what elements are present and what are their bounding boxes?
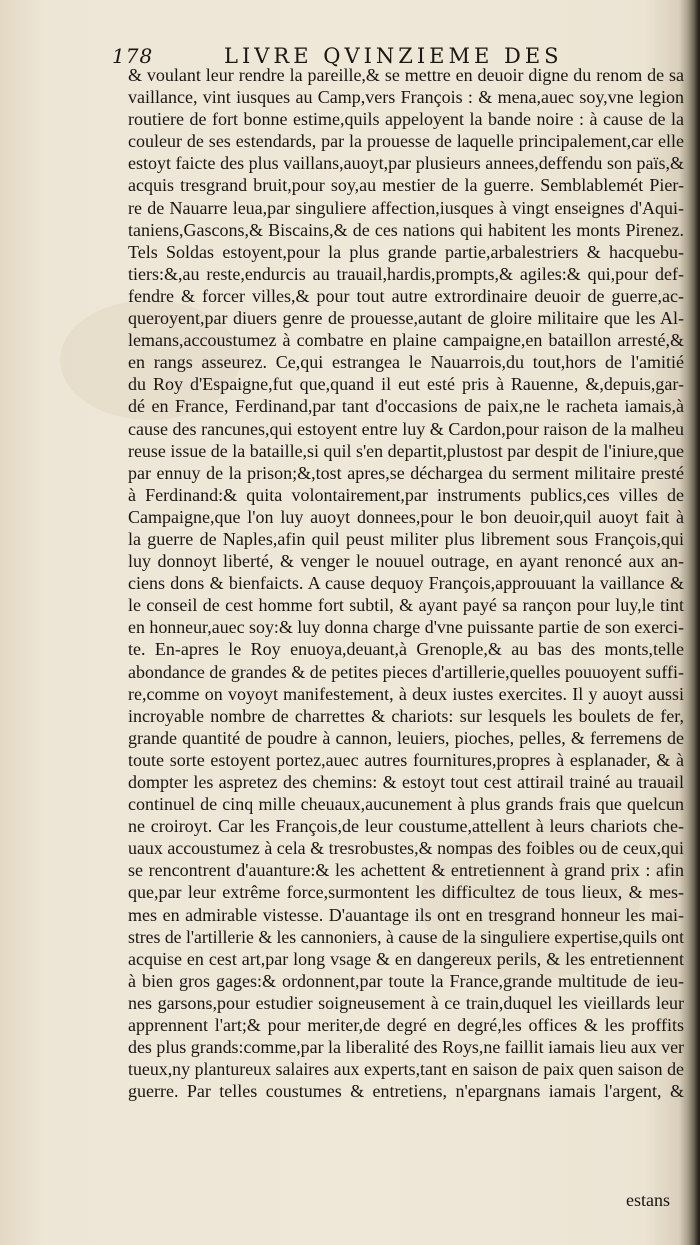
text-line: le conseil de cest homme fort subtil, & ayant payé sa rançon pour luy,le tint	[128, 595, 684, 616]
text-line: se rencontrent d'auanture:& les achettent & entretiennent à grand prix : afin	[128, 860, 684, 881]
text-line: re de Nauarre leua,par singuliere affection,iusques à vingt enseignes d'Aqui-	[128, 197, 684, 218]
text-line: acquise en cest art,par long vsage & en dangereux perils, & les entretiennent	[128, 948, 684, 969]
text-line: Campaigne,que l'on luy auoyt donnees,pour le bon deuoir,quil auoyt fait à	[128, 506, 684, 527]
text-line: stres de l'artillerie & les cannoniers, à cause de la singuliere expertise,quils ont	[128, 926, 684, 947]
text-line: dompter les aspretez des chemins: & estoyt tout cest attirail trainé au trauail	[128, 772, 684, 792]
text-line: ne croiroyt. Car les François,de leur coustume,attellent à leurs chariots che-	[128, 816, 684, 837]
text-line: abondance de grandes & de petites pieces d'artillerie,quelles pouuoyent suffi-	[128, 661, 684, 682]
text-line: dé en France, Ferdinand,par tant d'occasions de paix,ne le racheta iamais,à	[128, 396, 684, 417]
text-line: tiers:&,au reste,endurcis au trauail,hardis,prompts,& agiles:& qui,pour def-	[128, 263, 684, 284]
text-line: du Roy d'Espaigne,fut que,quand il eut esté pris à Rauenne, &,depuis,gar-	[128, 374, 684, 395]
text-line: en honneur,auec soy:& luy donna charge d'vne puissante partie de son exerci-	[128, 617, 684, 638]
text-line: incroyable nombre de charrettes & chariots: sur lesquels les boulets de fer,	[128, 705, 684, 726]
text-line: acquis tresgrand bruit,pour soy,au mestier de la guerre. Semblablemét Pier-	[128, 175, 684, 196]
text-line: grande quantité de poudre à cannon, leuiers, pioches, pelles, & ferremens de	[128, 727, 684, 748]
text-line: queroyent,par diuers genre de prouesse,autant de gloire militaire que les Al-	[128, 308, 684, 329]
text-line: taniens,Gascons,& Biscains,& de ces nations qui habitent les monts Pirenez.	[128, 219, 684, 240]
text-line: guerre. Par telles coustumes & entretiens, n'epargnans iamais l'argent, &	[128, 1081, 684, 1102]
text-line: mes en admirable vistesse. D'auantage ils ont en tresgrand honneur les mai-	[128, 904, 684, 925]
body-text	[128, 64, 684, 1102]
catchword: estans	[626, 1190, 670, 1210]
text-line: re,comme on voyoyt manifestement, à deux iustes exercites. Il y auoyt aussi	[128, 683, 684, 704]
page-number: 178	[112, 44, 154, 68]
text-line: tueux,ny plantureux salaires aux experts,tant en saison de paix quen saison de	[128, 1059, 684, 1080]
text-line: continuel de cinq mille cheuaux,aucunement à plus grands frais que quelcun	[128, 794, 684, 815]
text-line: luy donnoyt liberté, & venger le nouuel outrage, en ayant renoncé aux an-	[128, 551, 684, 572]
text-line: vaillance, vint iusques au Camp,vers François : & mena,auec soy,vne legion	[128, 87, 684, 108]
text-line: uaux accoustumez à cela & tresrobustes,& nompas des foibles ou de ceux,qui	[128, 838, 684, 859]
text-line: cause des rancunes,qui estoyent entre luy & Cardon,pour raison de la malheu	[128, 418, 684, 439]
text-line: toute sorte estoyent portez,auec autres fournitures,propres à esplanader, & à	[128, 749, 684, 770]
text-line: reuse issue de la bataille,si quil s'en departit,plustost par despit de l'iniure,que	[128, 440, 684, 461]
running-head: LIVRE QVINZIEME DES	[224, 44, 563, 68]
text-line: à bien gros gages:& ordonnent,par toute la France,grande multitude de ieu-	[128, 970, 684, 991]
text-line: fendre & forcer villes,& pour tout autre extrordinaire deuoir de guerre,ac-	[128, 285, 684, 306]
text-line: la guerre de Naples,afin quil peust militer plus librement sous François,qui	[128, 528, 684, 549]
text-line: par ennuy de la prison;&,tost apres,se déchargea du serment militaire presté	[128, 462, 684, 483]
text-line: couleur de ses estendards, par la prouesse de laquelle principalement,car elle	[128, 131, 684, 152]
text-line: nes garsons,pour estudier soigneusement à ce train,duquel les vieillards leur	[128, 992, 684, 1013]
text-line: estoyt faicte des plus vaillans,auoyt,par plusieurs annees,deffendu son païs,&	[128, 153, 684, 174]
text-line: que,par leur extrême force,surmontent les difficultez de tous lieux, & mes-	[128, 882, 684, 903]
text-line: apprennent l'art;& pour meriter,de degré en degré,les offices & les proffits	[128, 1015, 684, 1036]
text-line: en rangs asseurez. Ce,qui estrangea le Nauarrois,du tout,hors de l'amitié	[128, 352, 684, 373]
text-line: Tels Soldas estoyent,pour la plus grande partie,arbalestriers & hacquebu-	[128, 241, 684, 262]
text-line: & voulant leur rendre la pareille,& se mettre en deuoir digne du renom de sa	[128, 65, 684, 85]
text-line: routiere de fort bonne estime,quils appeloyent la bande noire : à cause de la	[128, 109, 684, 130]
text-line: à Ferdinand:& quita volontairement,par instruments publics,ces villes de	[128, 484, 684, 505]
page-edge-shadow	[688, 0, 700, 1245]
text-line: te. En-apres le Roy enuoya,deuant,à Grenople,& au bas des monts,telle	[128, 639, 684, 660]
text-line: lemans,accoustumez à combatre en plaine campaigne,en bataillon arresté,&	[128, 330, 684, 351]
text-line: des plus grands:comme,par la liberalité des Roys,ne faillit iamais lieu aux ver	[128, 1037, 684, 1058]
text-line: ciens dons & bienfaicts. A cause dequoy François,approuuant la vaillance &	[128, 573, 684, 594]
